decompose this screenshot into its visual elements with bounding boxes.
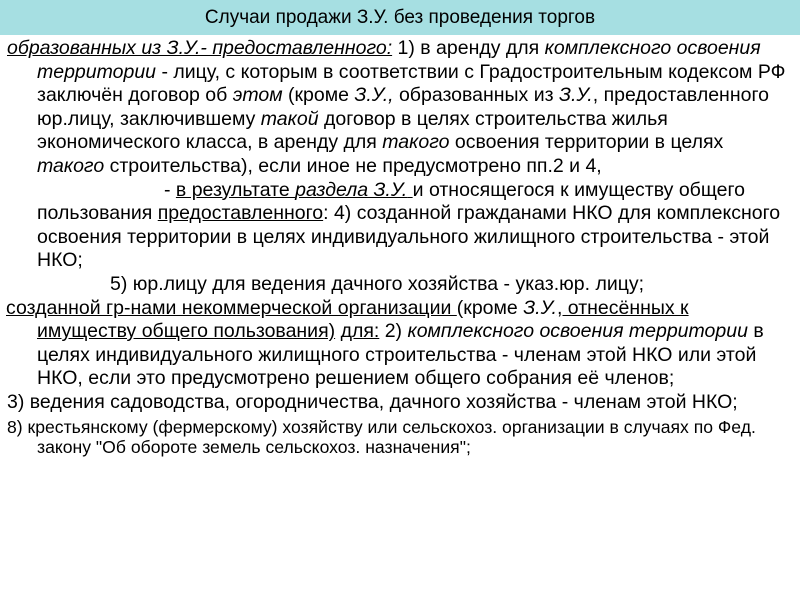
text-underlined-italic: образованных из З.У.- предоставленного: [7,37,393,59]
paragraph-nko-created-by-citizens [0,297,792,391]
paragraph-purchase-leased-land [0,37,792,179]
text-run: (кроме [456,296,524,319]
text-run: строительства), если иное не предусмотрено пп.2 и 4, [104,154,602,177]
text-underlined: в результате [175,178,296,201]
text-italic: такой [260,107,319,130]
paragraph-dacha-legal-entity [0,273,792,297]
text-run: 8) крестьянскому (фермерскому) хозяйству или сельскохоз. организации в случаях по Фед. закону "Об обороте земель сельскохоз. назначения"; [7,416,756,457]
paragraph-division-result [0,179,792,273]
text-run: договор в целях строительства жилья экономического класса, в аренду для [37,107,668,154]
paragraph-farm-enterprise [0,417,792,458]
text-italic: комплексного освоения территории [407,320,748,343]
text-run: освоения территории в целях [449,131,724,154]
text-underlined-italic: раздела З.У. [295,178,408,201]
text-run: и относящегося к имуществу общего пользования [37,178,746,225]
text-underlined: предоставленного [157,202,324,225]
text-run: , предоставленного юр.лицу, заключившему [37,84,769,130]
slide-body [0,37,792,458]
text-italic: комплексного освоения территории [37,37,761,83]
text-run: 2) [379,320,408,343]
text-run: 3) ведения садоводства, огородничества, дачного хозяйства - членам этой НКО; [7,390,738,413]
text-italic: такого [382,131,450,154]
text-run: - лицу, с которым в соответствии с Градостроительным кодексом РФ заключён договор об [37,60,786,107]
text-underlined: созданной гр-нами некоммерческой организации [6,296,457,319]
text-italic: З.У., [354,84,394,107]
text-run: образованных из [393,84,559,107]
text-run: 5) юр.лицу для ведения дачного хозяйства - указ.юр. лицу; [110,272,645,295]
text-italic: З.У. [523,296,557,319]
slide-title-bar [0,0,800,35]
text-run: : 4) созданной гражданами НКО для комплексного освоения территории в целях индивидуального жилищного строительства - этой НКО; [37,202,781,272]
text-run: (кроме [282,84,355,107]
text-underlined: , отнесённых к имуществу общего пользования) [37,296,689,343]
text-run: - [164,178,176,201]
paragraph-gardening-members [0,391,792,415]
slide-title: Случаи продажи З.У. без проведения торгов [204,7,596,28]
text-italic: такого [37,154,105,177]
text-underlined: для: [340,320,380,343]
text-run: 1) в аренду для [392,37,545,59]
text-run: в целях индивидуального жилищного строительства - членам этой НКО или этой НКО, если это предусмотрено решением общего собрания её членов; [37,320,764,390]
text-italic: З.У. [558,84,593,107]
text-italic: этом [232,84,283,107]
